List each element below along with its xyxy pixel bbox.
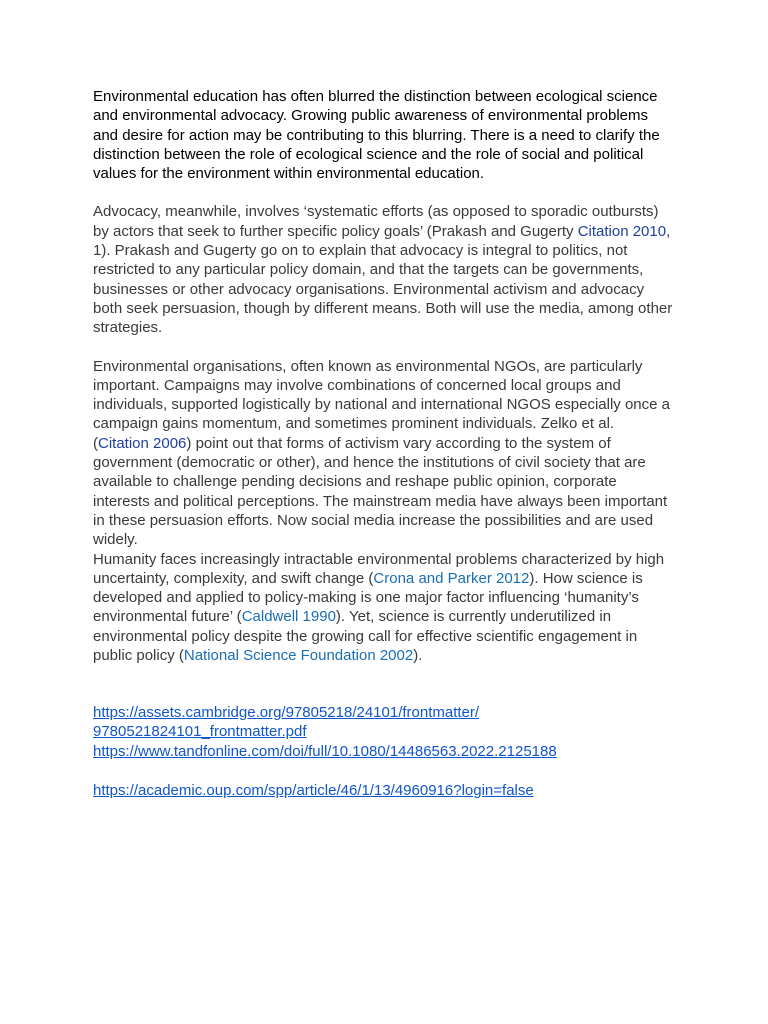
- organisations-text-before: Environmental organisations, often known as environmental NGOs, are particularly important. Campaigns may involve combinations of concerned local groups and individuals, supported logistically by national and international NGOS especially once a campaign gains momentum, and sometimes prominent individuals. Zelko et al. (: [93, 357, 671, 452]
- citation-link-crona-parker[interactable]: Crona and Parker 2012: [373, 569, 530, 587]
- paragraph-environmental-organisations: [93, 357, 673, 550]
- paragraph-gap: [93, 338, 673, 357]
- link-cambridge-line-2[interactable]: 9780521824101_frontmatter.pdf: [93, 723, 307, 741]
- link-cambridge-frontmatter[interactable]: [93, 703, 693, 742]
- paragraph-advocacy: [93, 202, 673, 337]
- paragraph-environmental-education: Environmental education has often blurred the distinction between ecological science and environmental advocacy. Growing public awareness of environmental problems and desire for action may be contributing to this blurring. There is a need to clarify the distinction between the role of ecological science and the role of social and political values for the environment within environmental education.: [93, 88, 660, 183]
- citation-link-2010[interactable]: Citation 2010: [577, 222, 667, 240]
- advocacy-text-before: Advocacy, meanwhile, involves ‘systematic efforts (as opposed to sporadic outbursts) by actors that seek to further specific policy goals’ (Prakash and Gugerty: [93, 203, 659, 240]
- paragraph-gap: [93, 183, 673, 202]
- humanity-text-2: ). How science is developed and applied to policy-making is one major factor influencing ‘humanity’s environmental future’ (: [93, 569, 643, 626]
- humanity-text-3: ). Yet, science is currently underutilized in environmental policy despite the growing call for effective scientific engagement in public policy (: [93, 608, 638, 665]
- link-academic-oup[interactable]: https://academic.oup.com/spp/article/46/1/13/4960916?login=false: [93, 781, 534, 799]
- humanity-text-4: ).: [413, 647, 423, 665]
- reference-links: [93, 703, 693, 800]
- link-tandfonline[interactable]: https://www.tandfonline.com/doi/full/10.1080/14486563.2022.2125188: [93, 742, 557, 760]
- document-body: [93, 87, 673, 665]
- humanity-text-1: Humanity faces increasingly intractable environmental problems characterized by high uncertainty, complexity, and swift change (: [93, 550, 665, 587]
- link-gap: [93, 761, 693, 781]
- paragraph-humanity: [93, 550, 673, 666]
- link-cambridge-line-1[interactable]: https://assets.cambridge.org/97805218/24101/frontmatter/: [93, 704, 480, 721]
- organisations-text-after: ) point out that forms of activism vary according to the system of government (democratic or other), and hence the institutions of civil society that are available to challenge pending decisions and reshape public opinion, corporate interests and political perceptions. The mainstream media have always been important in these persuasion efforts. Now social media increase the possibilities and are used widely.: [93, 434, 668, 549]
- citation-link-2006[interactable]: Citation 2006: [98, 434, 187, 452]
- citation-link-caldwell[interactable]: Caldwell 1990: [241, 608, 336, 626]
- citation-link-nsf[interactable]: National Science Foundation 2002: [183, 647, 414, 665]
- advocacy-text-after: , 1). Prakash and Gugerty go on to explain that advocacy is integral to politics, not restricted to any particular policy domain, and that the targets can be governments, businesses or other advocacy organisations. Environmental activism and advocacy both seek persuasion, though by different means. Both will use the media, among other strategies.: [93, 222, 673, 337]
